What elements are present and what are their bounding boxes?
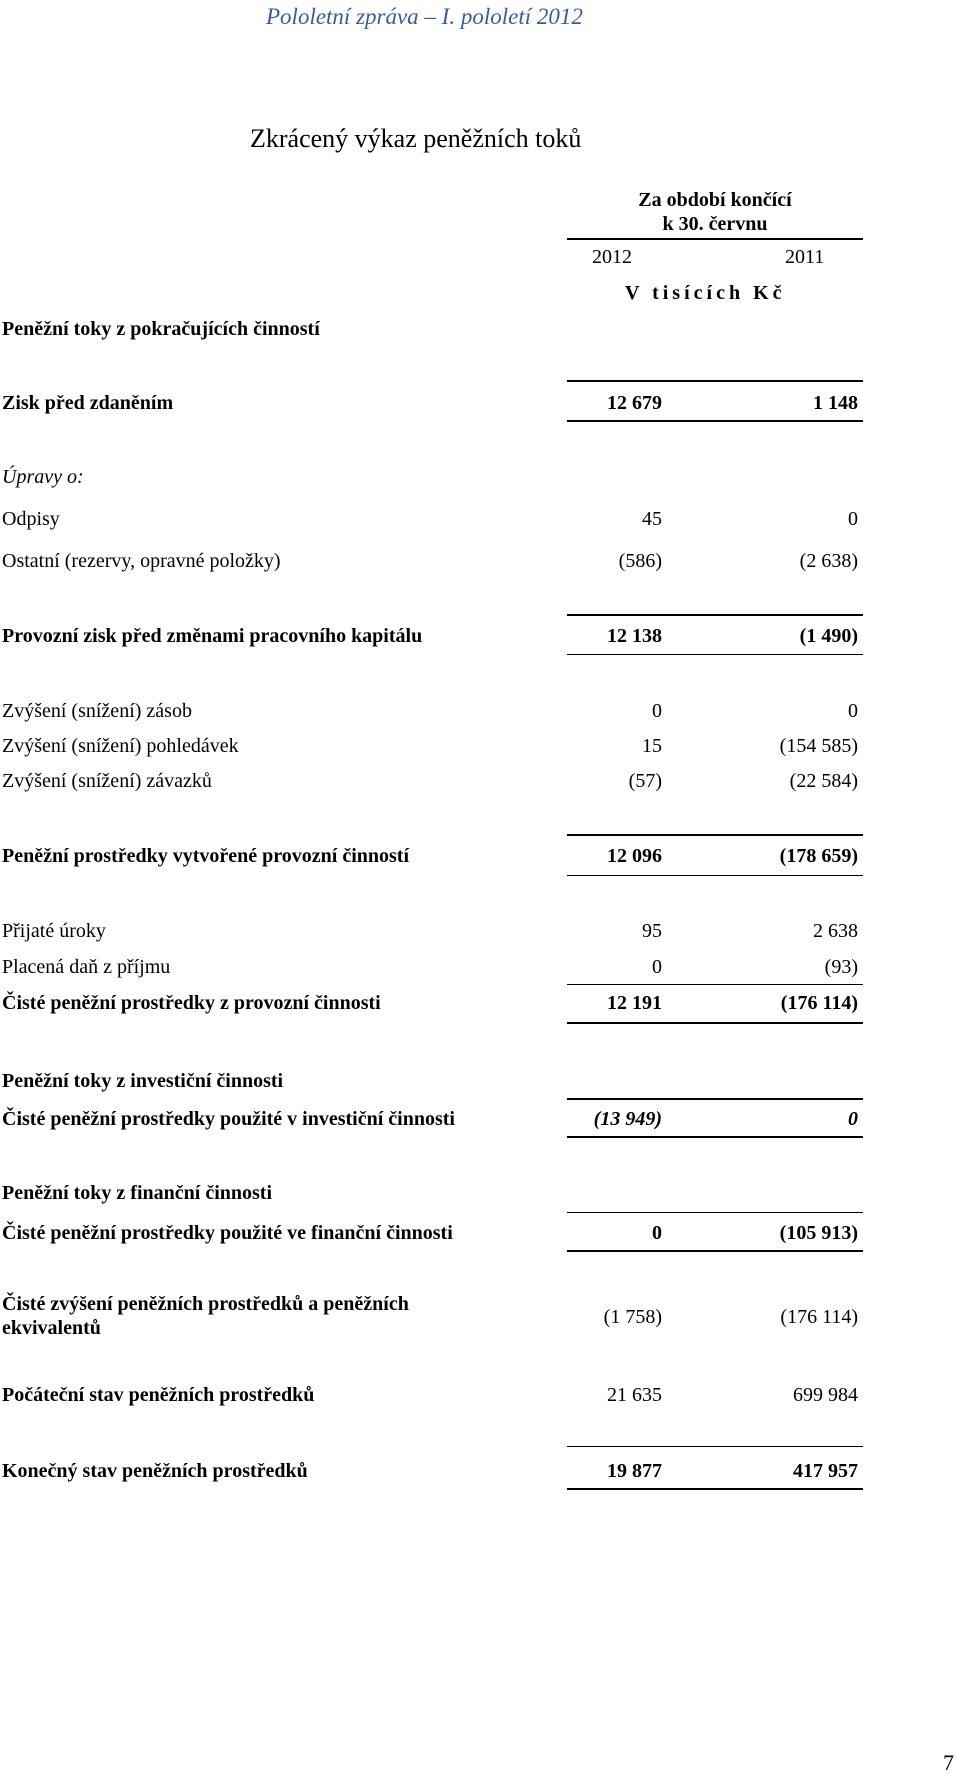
rule-top-ciste-provozni	[567, 984, 863, 985]
report-header: Pololetní zpráva – I. pololetí 2012	[266, 4, 583, 29]
row-value-pocatecni-stav-2011: 699 984	[793, 1384, 858, 1406]
row-value-zavazky-2011: (22 584)	[789, 770, 858, 792]
rule-top-provozni-zisk	[567, 614, 863, 616]
rule-bottom-financni	[567, 1250, 863, 1252]
year-2012: 2012	[592, 246, 632, 268]
row-value-provozni-cinnost-2011: (178 659)	[779, 845, 858, 867]
row-value-provozni-zisk-2012: 12 138	[607, 625, 662, 647]
row-value-cisty-prirustek-2012: (1 758)	[603, 1306, 662, 1328]
row-value-provozni-cinnost-2012: 12 096	[607, 845, 662, 867]
row-label-upravy: Úpravy o:	[2, 466, 84, 488]
row-label-zisk: Zisk před zdaněním	[2, 392, 174, 414]
row-value-pohledavky-2011: (154 585)	[779, 735, 858, 757]
row-value-investicni-2011: 0	[848, 1108, 858, 1130]
row-value-zavazky-2012: (57)	[628, 770, 662, 792]
row-label-odpisy: Odpisy	[2, 508, 60, 530]
unit-label: V tisících Kč	[625, 282, 786, 304]
row-value-uroky-2012: 95	[642, 920, 662, 942]
row-label-pohledavky: Zvýšení (snížení) pohledávek	[2, 735, 239, 757]
row-label-provozni-cinnost: Peněžní prostředky vytvořené provozní činností	[2, 845, 410, 867]
row-value-ostatni-2012: (586)	[618, 550, 662, 572]
rule-top-provozni-cinnost	[567, 834, 863, 836]
period-underline	[567, 238, 863, 240]
period-heading	[630, 188, 800, 236]
row-value-odpisy-2012: 45	[642, 508, 662, 530]
rule-bottom-konecny-stav	[567, 1488, 863, 1490]
row-value-konecny-stav-2011: 417 957	[793, 1460, 858, 1482]
rule-bottom-provozni-zisk	[567, 654, 863, 655]
row-label-ciste-provozni: Čisté peněžní prostředky z provozní činnosti	[2, 992, 381, 1014]
rule-top-financni	[567, 1212, 863, 1213]
row-label-dan: Placená daň z příjmu	[2, 956, 171, 978]
row-value-zasoby-2011: 0	[848, 700, 858, 722]
row-value-konecny-stav-2012: 19 877	[607, 1460, 662, 1482]
row-label-zavazky: Zvýšení (snížení) závazků	[2, 770, 212, 792]
row-value-zisk-2011: 1 148	[813, 392, 858, 414]
row-label-pocatecni-stav: Počáteční stav peněžních prostředků	[2, 1384, 315, 1406]
rule-top-zisk	[567, 380, 863, 382]
row-value-pocatecni-stav-2012: 21 635	[607, 1384, 662, 1406]
row-value-odpisy-2011: 0	[848, 508, 858, 530]
row-label-konecny-stav: Konečný stav peněžních prostředků	[2, 1460, 308, 1482]
row-label-ostatni: Ostatní (rezervy, opravné položky)	[2, 550, 281, 572]
row-value-uroky-2011: 2 638	[813, 920, 858, 942]
rule-bottom-investicni	[567, 1136, 863, 1138]
row-label-provozni-zisk: Provozní zisk před změnami pracovního kapitálu	[2, 625, 423, 647]
rule-bottom-ciste-provozni	[567, 1022, 863, 1024]
row-label-zasoby: Zvýšení (snížení) zásob	[2, 700, 192, 722]
row-value-investicni-2012: (13 949)	[593, 1108, 662, 1130]
row-value-ciste-provozni-2012: 12 191	[607, 992, 662, 1014]
row-value-financni-2012: 0	[652, 1222, 662, 1244]
rule-top-investicni	[567, 1098, 863, 1100]
row-value-provozni-zisk-2011: (1 490)	[799, 625, 858, 647]
row-label-uroky: Přijaté úroky	[2, 920, 106, 942]
row-value-ostatni-2011: (2 638)	[799, 550, 858, 572]
section-investment-heading: Peněžní toky z investiční činnosti	[2, 1070, 284, 1092]
period-line-1: Za období končící	[638, 189, 792, 211]
row-label-financni: Čisté peněžní prostředky použité ve finanční činnosti	[2, 1222, 453, 1244]
year-2011: 2011	[785, 246, 825, 268]
row-value-zisk-2012: 12 679	[607, 392, 662, 414]
row-label-investicni: Čisté peněžní prostředky použité v investiční činnosti	[2, 1108, 455, 1130]
rule-top-konecny-stav	[567, 1446, 863, 1447]
period-line-2: k 30. červnu	[662, 213, 768, 235]
row-label-cisty-prirustek: Čisté zvýšení peněžních prostředků a peněžních ekvivalentů	[2, 1293, 409, 1339]
rule-bottom-zisk	[567, 420, 863, 422]
row-value-dan-2011: (93)	[824, 956, 858, 978]
page-number: 7	[943, 1750, 954, 1775]
section-financing-heading: Peněžní toky z finanční činnosti	[2, 1182, 273, 1204]
section-operating-heading: Peněžní toky z pokračujících činností	[2, 318, 320, 340]
row-value-zasoby-2012: 0	[652, 700, 662, 722]
row-value-cisty-prirustek-2011: (176 114)	[780, 1306, 858, 1328]
row-value-financni-2011: (105 913)	[779, 1222, 858, 1244]
statement-title: Zkrácený výkaz peněžních toků	[250, 124, 582, 153]
rule-bottom-provozni-cinnost	[567, 875, 863, 876]
row-value-dan-2012: 0	[652, 956, 662, 978]
row-value-ciste-provozni-2011: (176 114)	[780, 992, 858, 1014]
row-value-pohledavky-2012: 15	[642, 735, 662, 757]
